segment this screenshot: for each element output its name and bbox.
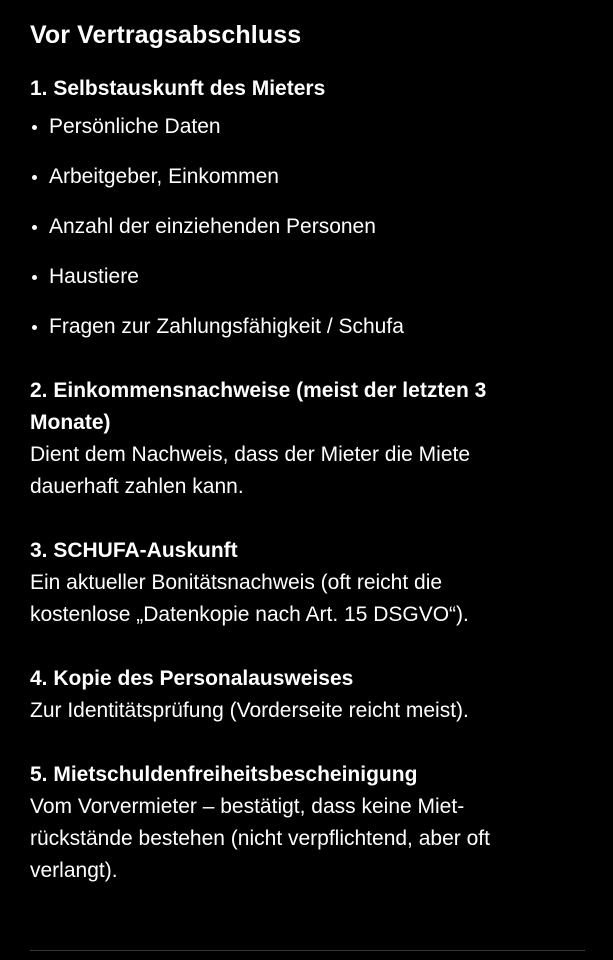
bullet-icon [32,325,37,330]
section-selbstauskunft [30,73,590,343]
bullet-list [30,111,590,343]
section-personalausweis [30,663,590,727]
section-body-line: rückstände bestehen (nicht verpflichtend, aber oft [30,827,490,850]
list-item-text: Haustiere [49,265,139,288]
section-einkommensnachweise [30,375,590,503]
section-body-line: dauerhaft zahlen kann. [30,475,244,498]
section-body-line: Ein aktueller Bonitätsnachweis (oft reicht die [30,571,443,594]
list-item [30,261,590,293]
section-schufa [30,535,590,631]
list-item-text: Persönliche Daten [49,115,221,138]
section-heading: 5. Mietschuldenfreiheitsbescheinigung [30,763,418,786]
list-item-text: Fragen zur Zahlungsfähigkeit / Schufa [49,315,404,338]
section-body-line: kostenlose „Datenkopie nach Art. 15 DSGVO“). [30,603,469,626]
section-body-line: verlangt). [30,859,118,882]
message-content [30,18,590,887]
page-title: Vor Vertragsabschluss [30,21,302,49]
section-heading: 4. Kopie des Personalausweises [30,667,354,690]
section-body-line: Vom Vorvermieter – bestätigt, dass keine Miet- [30,795,465,818]
section-body-line: Zur Identitätsprüfung (Vorderseite reicht meist). [30,699,469,722]
divider [30,950,585,951]
section-heading: 1. Selbstauskunft des Mieters [30,77,326,100]
list-item [30,111,590,143]
list-item [30,311,590,343]
bullet-icon [32,175,37,180]
bullet-icon [32,225,37,230]
list-item-text: Arbeitgeber, Einkommen [49,165,279,188]
bullet-icon [32,275,37,280]
bullet-icon [32,125,37,130]
list-item [30,211,590,243]
section-heading: 2. Einkommensnachweise (meist der letzten 3 [30,379,487,402]
section-body-line: Dient dem Nachweis, dass der Mieter die Miete [30,443,471,466]
list-item-text: Anzahl der einziehenden Personen [49,215,376,238]
section-heading-continued: Monate) [30,411,111,434]
section-mietschuldenfreiheit [30,759,590,887]
section-heading: 3. SCHUFA-Auskunft [30,539,238,562]
list-item [30,161,590,193]
